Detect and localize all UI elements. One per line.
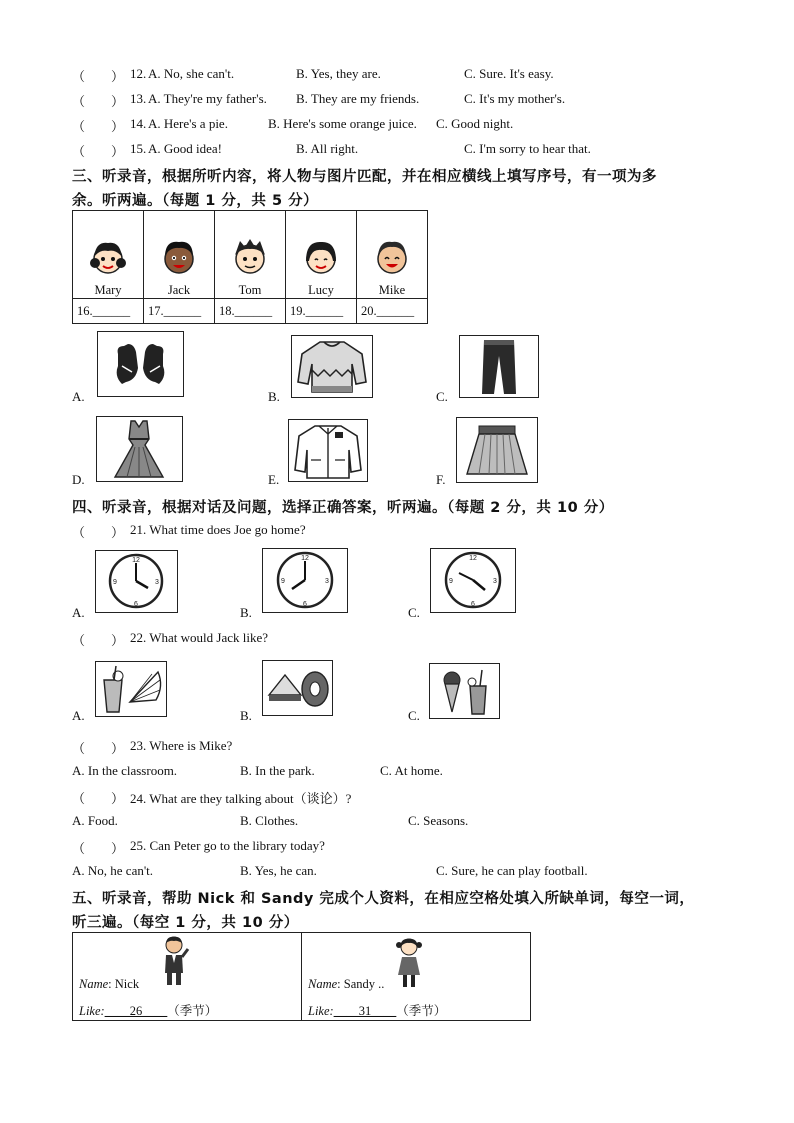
- sandwich-and-donut-icon: [263, 661, 332, 715]
- answer-paren[interactable]: （ ）: [72, 791, 125, 806]
- section-5-heading-line1: 五、听录音，帮助 Nick 和 Sandy 完成个人资料，在相应空格处填入所缺单词，每空一词，: [72, 891, 695, 907]
- svg-text:6: 6: [471, 601, 475, 608]
- svg-text:12: 12: [469, 555, 477, 562]
- option-b[interactable]: B. Yes, they are.: [296, 66, 381, 81]
- answer-blank-26[interactable]: ____26____: [104, 1004, 168, 1018]
- question-23-text: 23. Where is Mike?: [130, 738, 233, 753]
- answer-blank-18[interactable]: 18.______: [215, 299, 286, 324]
- option-c[interactable]: C. Sure, he can play football.: [436, 863, 588, 878]
- svg-text:3: 3: [493, 578, 497, 585]
- option-letter: F.: [436, 472, 446, 487]
- question-number: 13.: [130, 91, 147, 106]
- profile-sandy: [302, 933, 531, 1021]
- girl-figure-icon: [392, 937, 426, 989]
- name-label: Name: [79, 977, 109, 991]
- like-label: Like:: [308, 1004, 334, 1018]
- option-letter: A.: [72, 389, 85, 404]
- trousers-icon: [460, 336, 538, 397]
- section-5-heading-line2: 听三遍。（每空 1 分，共 10 分）: [72, 915, 299, 931]
- person-name: Jack: [167, 283, 191, 297]
- hint-text: （季节）: [396, 1004, 447, 1018]
- answer-paren[interactable]: （ ）: [72, 69, 125, 84]
- svg-text:12: 12: [301, 555, 309, 562]
- option-letter: B.: [240, 605, 252, 620]
- option-letter: A.: [72, 708, 85, 723]
- question-number: 14.: [130, 116, 147, 131]
- juice-and-fan-icon: [96, 662, 166, 716]
- section-4-heading: 四、听录音，根据对话及问题，选择正确答案，听两遍。（每题 2 分，共 10 分）: [72, 500, 614, 516]
- clock-option-a[interactable]: [95, 550, 178, 613]
- gloves-icon: [98, 332, 183, 396]
- like-label: Like:: [79, 1004, 105, 1018]
- option-letter: B.: [240, 708, 252, 723]
- option-a[interactable]: A. In the classroom.: [72, 763, 178, 778]
- boy-face-icon: [157, 235, 201, 279]
- person-cell-tom: [215, 211, 286, 299]
- answer-paren[interactable]: （ ）: [72, 633, 125, 648]
- option-letter: B.: [268, 389, 280, 404]
- svg-text:3: 3: [155, 579, 159, 586]
- sweater-icon: [292, 336, 372, 397]
- answer-blank-20[interactable]: 20.______: [357, 299, 428, 324]
- name-label: Name: [308, 977, 338, 991]
- dress-icon: [97, 417, 182, 481]
- question-number: 15.: [130, 141, 147, 156]
- girl-face-icon: [299, 235, 343, 279]
- answer-blank-17[interactable]: 17.______: [144, 299, 215, 324]
- svg-text:9: 9: [449, 578, 453, 585]
- option-b[interactable]: B. All right.: [296, 141, 359, 156]
- trousers-image[interactable]: [459, 335, 539, 398]
- hint-text: （季节）: [167, 1004, 218, 1018]
- answer-paren[interactable]: （ ）: [72, 94, 125, 109]
- jacket-icon: [289, 420, 367, 481]
- clock-icon: [263, 549, 347, 612]
- clock-icon: [96, 551, 177, 612]
- person-cell-jack: [144, 211, 215, 299]
- option-b[interactable]: B. Yes, he can.: [240, 863, 317, 878]
- option-a[interactable]: A. No, he can't.: [72, 863, 154, 878]
- answer-paren[interactable]: （ ）: [72, 525, 125, 540]
- option-a[interactable]: A. Here's a pie.: [148, 116, 228, 131]
- answer-blank-31[interactable]: ____31____: [333, 1004, 397, 1018]
- sweater-image[interactable]: [291, 335, 373, 398]
- section-3-heading-line1: 三、听录音，根据所听内容，将人物与图片匹配，并在相应横线上填写序号，有一项为多: [72, 169, 657, 185]
- option-b[interactable]: B. In the park.: [240, 763, 315, 778]
- option-letter: C.: [408, 605, 420, 620]
- person-name: Tom: [238, 283, 262, 297]
- option-b[interactable]: B. Clothes.: [240, 813, 299, 828]
- answer-paren[interactable]: （ ）: [72, 841, 125, 856]
- clock-icon: [431, 549, 515, 612]
- person-name: Lucy: [308, 283, 334, 297]
- svg-text:9: 9: [113, 579, 117, 586]
- icecream-and-juice-icon: [430, 664, 499, 718]
- svg-text:12: 12: [132, 557, 140, 564]
- profile-nick: [73, 933, 302, 1021]
- people-table: [72, 210, 428, 324]
- question-25-text: 25. Can Peter go to the library today?: [130, 838, 325, 853]
- person-cell-mary: [73, 211, 144, 299]
- option-letter: A.: [72, 605, 85, 620]
- name-value: : Nick: [108, 977, 140, 991]
- boy-figure-icon: [157, 935, 191, 987]
- option-letter: E.: [268, 472, 280, 487]
- profile-table: [72, 932, 531, 1021]
- person-cell-mike: [357, 211, 428, 299]
- question-24-text: 24. What are they talking about（谈论）?: [130, 791, 352, 806]
- option-c[interactable]: C. Seasons.: [408, 813, 469, 828]
- juice-fan-option-a[interactable]: [95, 661, 167, 717]
- clock-option-c[interactable]: [430, 548, 516, 613]
- girl-face-icon: [86, 235, 130, 279]
- option-b[interactable]: B. They are my friends.: [296, 91, 420, 106]
- jacket-image[interactable]: [288, 419, 368, 482]
- clock-option-b[interactable]: [262, 548, 348, 613]
- name-value: : Sandy ..: [337, 977, 385, 991]
- answer-paren[interactable]: （ ）: [72, 741, 125, 756]
- option-letter: D.: [72, 472, 85, 487]
- answer-paren[interactable]: （ ）: [72, 144, 125, 159]
- boy-face-icon: [228, 235, 272, 279]
- svg-text:6: 6: [303, 601, 307, 608]
- option-letter: C.: [408, 708, 420, 723]
- gloves-image[interactable]: [97, 331, 184, 397]
- option-a[interactable]: A. No, she can't.: [148, 66, 235, 81]
- option-letter: C.: [436, 389, 448, 404]
- option-c[interactable]: C. At home.: [380, 763, 443, 778]
- section-3-heading-line2: 余。听两遍。（每题 1 分，共 5 分）: [72, 193, 319, 209]
- person-name: Mary: [94, 283, 122, 297]
- option-a[interactable]: A. They're my father's.: [148, 91, 267, 106]
- option-c[interactable]: C. Good night.: [436, 116, 514, 131]
- answer-blank-19[interactable]: 19.______: [286, 299, 357, 324]
- option-c[interactable]: C. It's my mother's.: [464, 91, 566, 106]
- question-22-text: 22. What would Jack like?: [130, 630, 269, 645]
- sandwich-donut-option-b[interactable]: [262, 660, 333, 716]
- answer-blank-16[interactable]: 16.______: [73, 299, 144, 324]
- option-a[interactable]: A. Food.: [72, 813, 118, 828]
- answer-paren[interactable]: （ ）: [72, 119, 125, 134]
- svg-text:3: 3: [325, 578, 329, 585]
- person-name: Mike: [378, 283, 406, 297]
- boy-face-icon: [370, 235, 414, 279]
- skirt-image[interactable]: [456, 417, 538, 483]
- svg-text:6: 6: [134, 601, 138, 608]
- option-c[interactable]: C. I'm sorry to hear that.: [464, 141, 591, 156]
- option-a[interactable]: A. Good idea!: [148, 141, 223, 156]
- dress-image[interactable]: [96, 416, 183, 482]
- person-cell-lucy: [286, 211, 357, 299]
- question-21-text: 21. What time does Joe go home?: [130, 522, 306, 537]
- skirt-icon: [457, 418, 537, 482]
- icecream-juice-option-c[interactable]: [429, 663, 500, 719]
- svg-text:9: 9: [281, 578, 285, 585]
- question-number: 12.: [130, 66, 147, 81]
- option-c[interactable]: C. Sure. It's easy.: [464, 66, 554, 81]
- option-b[interactable]: B. Here's some orange juice.: [268, 116, 417, 131]
